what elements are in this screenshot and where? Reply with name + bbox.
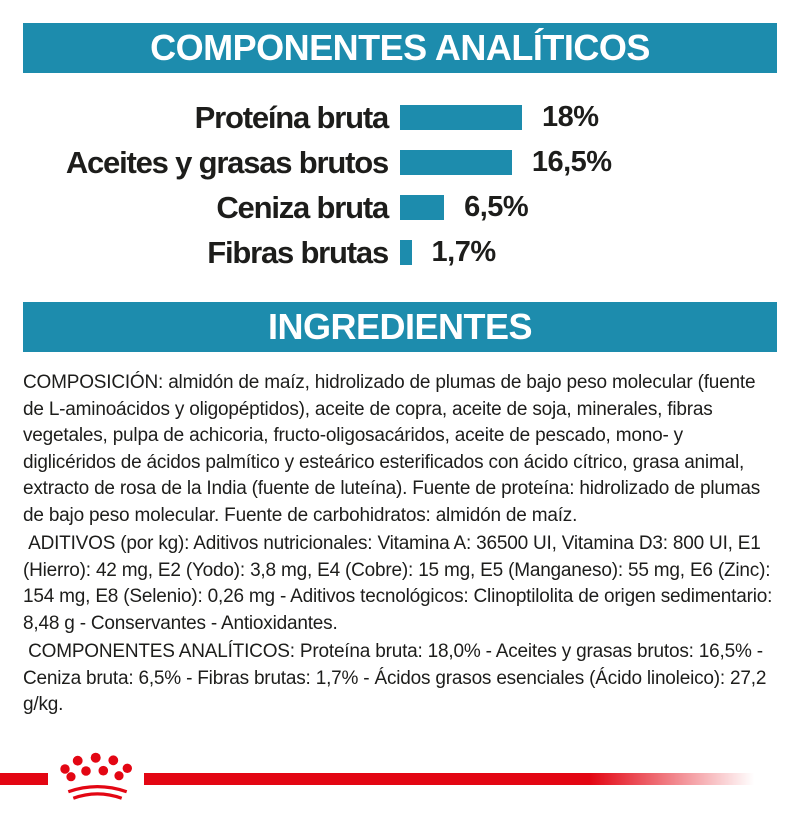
chart-value: 16,5% [531, 146, 612, 178]
chart-bar [400, 105, 522, 130]
composition-paragraph: COMPOSICIÓN: almidón de maíz, hidrolizado de plumas de bajo peso molecular (fuente de L-aminoácidos y oligopéptidos), aceite de copra, aceite de soja, minerales, fibras vegetales, pulpa de achicoria, fructo-oligosacáridos, aceite de pescado, mono- y diglicéridos de ácidos palmítico y esteárico esterificados con ácido cítrico, grasa animal, extracto de rosa de la India (fuente de luteína). Fuente de proteína: hidrolizado de plumas de bajo peso molecular. Fuente de carbohidratos: almidón de maíz. [23, 372, 766, 526]
chart-bar [400, 195, 444, 220]
footer-divider-line-right [144, 773, 800, 785]
chart-label: Aceites y grasas brutos [65, 144, 388, 180]
chart-label: Proteína bruta [194, 99, 388, 135]
royal-canin-paw-crown-icon [55, 745, 139, 805]
ingredients-text-block [23, 370, 780, 719]
analytical-components-header [23, 23, 777, 73]
additives-paragraph: ADITIVOS (por kg): Aditivos nutricionales: Vitamina A: 36500 UI, Vitamina D3: 800 UI, E1 (Hierro): 42 mg, E2 (Yodo): 3,8 mg, E4 (Cobre): 15 mg, E5 (Manganeso): 55 mg, E6 (Zinc): 154 mg, E8 (Selenio): 0,26 mg - Aditivos tecnológicos: Clinoptilolita de origen sedimentario: 8,48 g - Conservantes - Antioxidantes. [23, 533, 778, 634]
ingredients-title: INGREDIENTES [267, 306, 533, 347]
analytical-components-paragraph: COMPONENTES ANALÍTICOS: Proteína bruta: 18,0% - Aceites y grasas brutos: 16,5% - Ceniza bruta: 6,5% - Fibras brutas: 1,7% - Ácidos grasos esenciales (Ácido linoleico): 27,2 g/kg. [23, 641, 772, 715]
chart-value: 18% [542, 101, 599, 133]
chart-bar [400, 240, 412, 265]
footer-divider-line-left [0, 773, 48, 785]
chart-row [0, 185, 800, 230]
chart-value: 6,5% [464, 191, 529, 223]
chart-value: 1,7% [431, 236, 496, 268]
chart-row [0, 140, 800, 185]
analytical-components-title: COMPONENTES ANALÍTICOS [150, 27, 650, 68]
ingredients-header [23, 302, 777, 352]
chart-row [0, 230, 800, 275]
chart-label: Ceniza bruta [216, 189, 388, 225]
analytical-components-chart [0, 95, 800, 275]
chart-bar [400, 150, 512, 175]
chart-label: Fibras brutas [207, 234, 388, 270]
chart-row [0, 95, 800, 140]
